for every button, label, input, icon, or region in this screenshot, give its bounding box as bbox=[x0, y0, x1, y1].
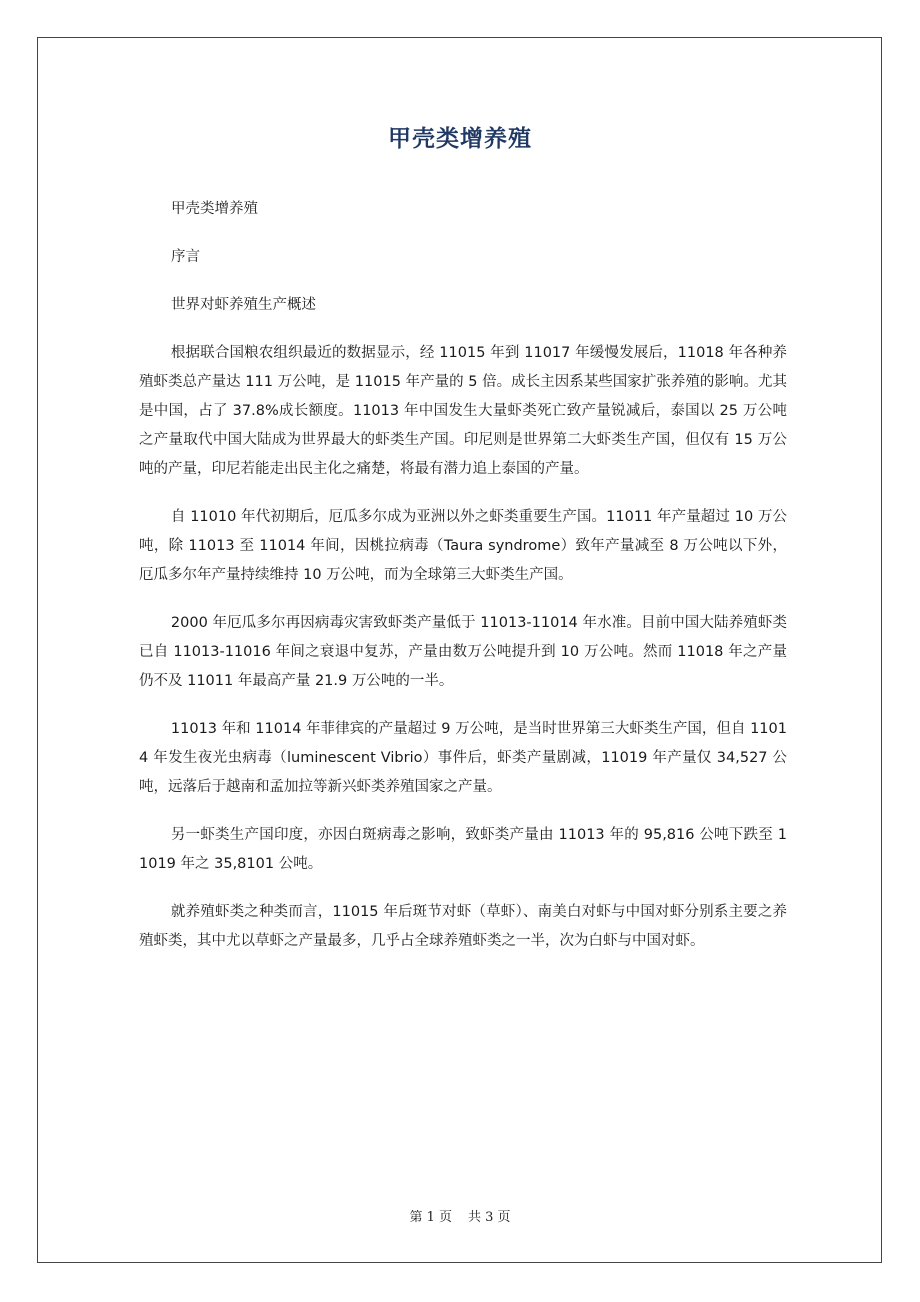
subtitle-paragraph: 甲壳类增养殖 bbox=[171, 201, 258, 217]
page-number: 第 1 页 bbox=[409, 1210, 452, 1225]
document-body bbox=[139, 195, 787, 975]
body-paragraph-fao-data: 根据联合国粮农组织最近的数据显示，经 11015 年到 11017 年缓慢发展后，11018 年各种养殖虾类总产量达 111 万公吨，是 11015 年产量的 5 倍。成长主因系某些国家扩张养殖的影响。尤其是中国，占了 37.8%成长额度。11013 年中国发生大量虾类死亡致产量锐减后，泰国以 25 万公吨之产量取代中国大陆成为世界最大的虾类生产国。印尼则是世界第二大虾类生产国，但仅有 15 万公吨的产量，印尼若能走出民主化之痛楚，将最有潜力追上泰国的产量。 bbox=[139, 345, 787, 477]
document-title: 甲壳类增养殖 bbox=[388, 126, 532, 152]
section-heading: 世界对虾养殖生产概述 bbox=[171, 297, 316, 313]
body-paragraph-2000: 2000 年厄瓜多尔再因病毒灾害致虾类产量低于 11013-11014 年水准。目前中国大陆养殖虾类已自 11013-11016 年间之衰退中复苏，产量由数万公吨提升到 10 万公吨。然而 11018 年之产量仍不及 11011 年最高产量 21.9 万公吨的一半。 bbox=[139, 615, 787, 689]
body-paragraph-india: 另一虾类生产国印度，亦因白斑病毒之影响，致虾类产量由 11013 年的 95,816 公吨下跌至 11019 年之 35,8101 公吨。 bbox=[139, 827, 787, 872]
page-total: 共 3 页 bbox=[468, 1210, 511, 1225]
page-footer bbox=[0, 1206, 920, 1225]
body-paragraph-philippines: 11013 年和 11014 年菲律宾的产量超过 9 万公吨，是当时世界第三大虾类生产国，但自 11014 年发生夜光虫病毒（luminescent Vibrio）事件后，虾类产量剧减，11019 年产量仅 34,527 公吨，远落后于越南和孟加拉等新兴虾类养殖国家之产量。 bbox=[139, 721, 787, 795]
preface-heading: 序言 bbox=[171, 249, 200, 265]
body-paragraph-species: 就养殖虾类之种类而言，11015 年后斑节对虾（草虾）、南美白对虾与中国对虾分别系主要之养殖虾类，其中尤以草虾之产量最多，几乎占全球养殖虾类之一半，次为白虾与中国对虾。 bbox=[139, 904, 787, 949]
body-paragraph-ecuador: 自 11010 年代初期后，厄瓜多尔成为亚洲以外之虾类重要生产国。11011 年产量超过 10 万公吨，除 11013 至 11014 年间，因桃拉病毒（Taura syndrome）致年产量减至 8 万公吨以下外，厄瓜多尔年产量持续维持 10 万公吨，而为全球第三大虾类生产国。 bbox=[139, 509, 787, 583]
